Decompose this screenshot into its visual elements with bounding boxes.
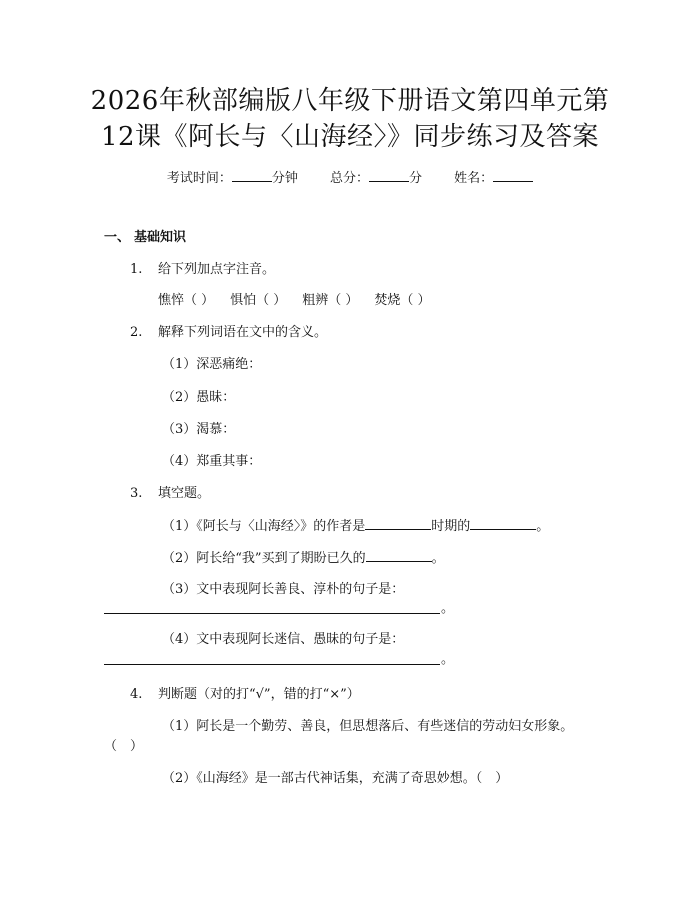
exam-score-unit: 分	[409, 171, 423, 186]
question-4-number: 4.	[130, 687, 143, 702]
question-3-text: 填空题。	[158, 486, 211, 501]
document-title-line-1: 2026年秋部编版八年级下册语文第四单元第	[90, 86, 610, 116]
question-4-text: 判断题（对的打“√”，错的打“×”）	[158, 687, 360, 702]
question-2	[130, 324, 327, 342]
question-1-words	[158, 292, 447, 310]
exam-score-label: 总分：	[329, 171, 369, 186]
question-3-item-1-c: 。	[536, 519, 550, 534]
question-3-item-2-b: 。	[431, 551, 445, 566]
section-label: 基础知识	[134, 230, 187, 245]
question-4-item-2: （2）《山海经》是一部古代神话集，充满了奇思妙想。（ ）	[162, 771, 509, 786]
question-3-number: 3.	[130, 486, 143, 501]
exam-time	[167, 171, 298, 186]
question-2-number: 2.	[130, 325, 143, 340]
question-3	[130, 485, 210, 503]
answer-blank[interactable]	[470, 517, 536, 530]
exam-time-blank[interactable]	[232, 169, 272, 182]
exam-score	[330, 171, 422, 186]
question-3-item-1-a: （1）《阿长与〈山海经〉》的作者是	[162, 519, 366, 534]
answer-line[interactable]	[104, 613, 440, 614]
question-4	[130, 686, 360, 704]
question-2-item: （4）郑重其事：	[162, 454, 262, 469]
exam-score-blank[interactable]	[369, 169, 409, 182]
question-4-item-1: （1）阿长是一个勤劳、善良，但思想落后、有些迷信的劳动妇女形象。	[162, 719, 574, 734]
question-2-item: （2）愚昧：	[162, 390, 236, 405]
pinyin-item: 惧怕（ ）	[230, 293, 287, 308]
pinyin-item: 憔悴（ ）	[158, 293, 215, 308]
question-2-item: （1）深恶痛绝：	[162, 357, 262, 372]
answer-blank[interactable]	[365, 517, 431, 530]
pinyin-item: 粗辨（ ）	[302, 293, 359, 308]
question-3-item-2-a: （2）阿长给“我”买到了期盼已久的	[162, 551, 366, 566]
section-heading	[104, 229, 186, 247]
question-3-item-1-b: 时期的	[431, 519, 471, 534]
question-3-item-4: （4）文中表现阿长迷信、愚昧的句子是：	[162, 632, 405, 647]
question-1-text: 给下列加点字注音。	[158, 262, 276, 277]
document-title-line-2: 12课《阿长与〈山海经〉》同步练习及答案	[100, 122, 600, 152]
question-3-item-2	[162, 549, 445, 568]
question-3-item-1	[162, 517, 549, 536]
question-3-item-3: （3）文中表现阿长善良、淳朴的句子是：	[162, 582, 405, 597]
exam-name	[454, 171, 533, 186]
answer-line-period: 。	[441, 601, 455, 616]
question-1	[130, 261, 275, 279]
exam-name-blank[interactable]	[493, 169, 533, 182]
exam-meta	[0, 169, 700, 188]
answer-line-period: 。	[441, 652, 455, 667]
question-2-text: 解释下列词语在文中的含义。	[158, 325, 328, 340]
question-1-number: 1.	[130, 262, 143, 277]
section-number: 一、	[104, 230, 131, 245]
exam-name-label: 姓名：	[454, 171, 494, 186]
question-4-item-1-paren[interactable]: （ ）	[104, 739, 144, 754]
question-2-item: （3）渴慕：	[162, 422, 236, 437]
pinyin-item: 焚烧（ ）	[374, 293, 431, 308]
exam-time-label: 考试时间：	[166, 171, 232, 186]
answer-line[interactable]	[104, 664, 440, 665]
exam-time-unit: 分钟	[271, 171, 298, 186]
answer-blank[interactable]	[366, 549, 432, 562]
